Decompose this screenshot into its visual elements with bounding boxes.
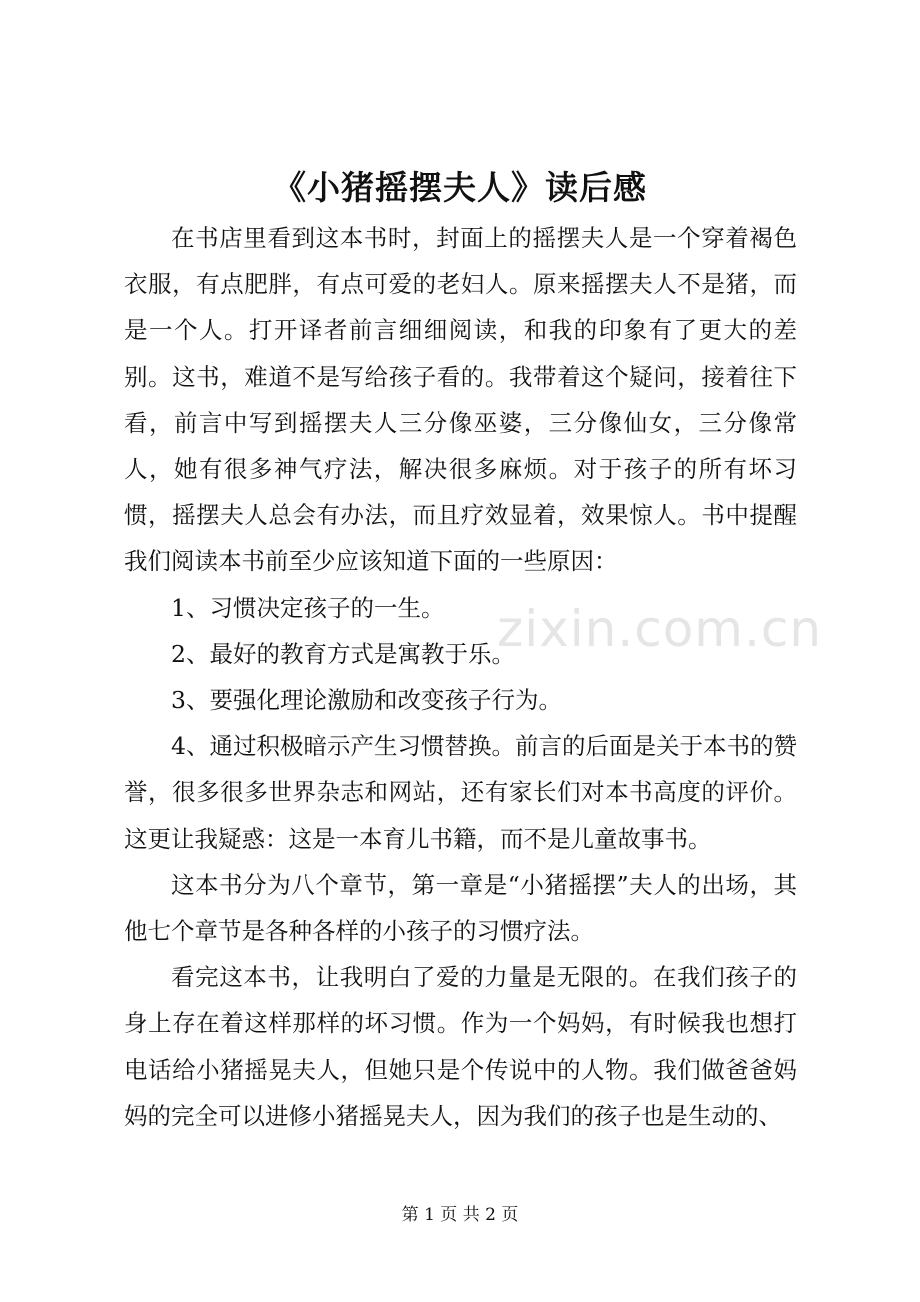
paragraph-reflection: 看完这本书，让我明白了爱的力量是无限的。在我们孩子的身上存在着这样那样的坏习惯。作为一个妈妈，有时候我也想打电话给小猪摇晃夫人，但她只是个传说中的人物。我们做爸爸妈妈的完全可以进修小猪摇晃夫人，因为我们的孩子也是生动的、: [124, 963, 797, 1130]
list-item-2: 2、最好的教育方式是寓教于乐。: [171, 639, 515, 668]
paragraph-chapters: 这本书分为八个章节，第一章是“小猪摇摆”夫人的出场，其他七个章节是各种各样的小孩子的习惯疗法。: [124, 870, 797, 946]
watermark: zixin.com.cn: [497, 600, 823, 658]
document-body: [124, 215, 797, 1139]
list-item-4: 4、通过积极暗示产生习惯替换。前言的后面是关于本书的赞誉，很多很多世界杂志和网站，还有家长们对本书高度的评价。这更让我疑惑：这是一本育儿书籍，而不是儿童故事书。: [124, 732, 797, 853]
document-title: 《小猪摇摆夫人》读后感: [273, 168, 647, 207]
list-item-1: 1、习惯决定孩子的一生。: [171, 593, 445, 622]
page-footer: 第 1 页 共 2 页: [401, 1205, 519, 1225]
list-item-3: 3、要强化理论激励和改变孩子行为。: [171, 686, 562, 715]
paragraph-intro: 在书店里看到这本书时，封面上的摇摆夫人是一个穿着褐色衣服，有点肥胖，有点可爱的老妇人。原来摇摆夫人不是猪，而是一个人。打开译者前言细细阅读，和我的印象有了更大的差别。这书，难道不是写给孩子看的。我带着这个疑问，接着往下看，前言中写到摇摆夫人三分像巫婆，三分像仙女，三分像常人，她有很多神气疗法，解决很多麻烦。对于孩子的所有坏习惯，摇摆夫人总会有办法，而且疗效显着，效果惊人。书中提醒我们阅读本书前至少应该知道下面的一些原因：: [124, 224, 797, 576]
